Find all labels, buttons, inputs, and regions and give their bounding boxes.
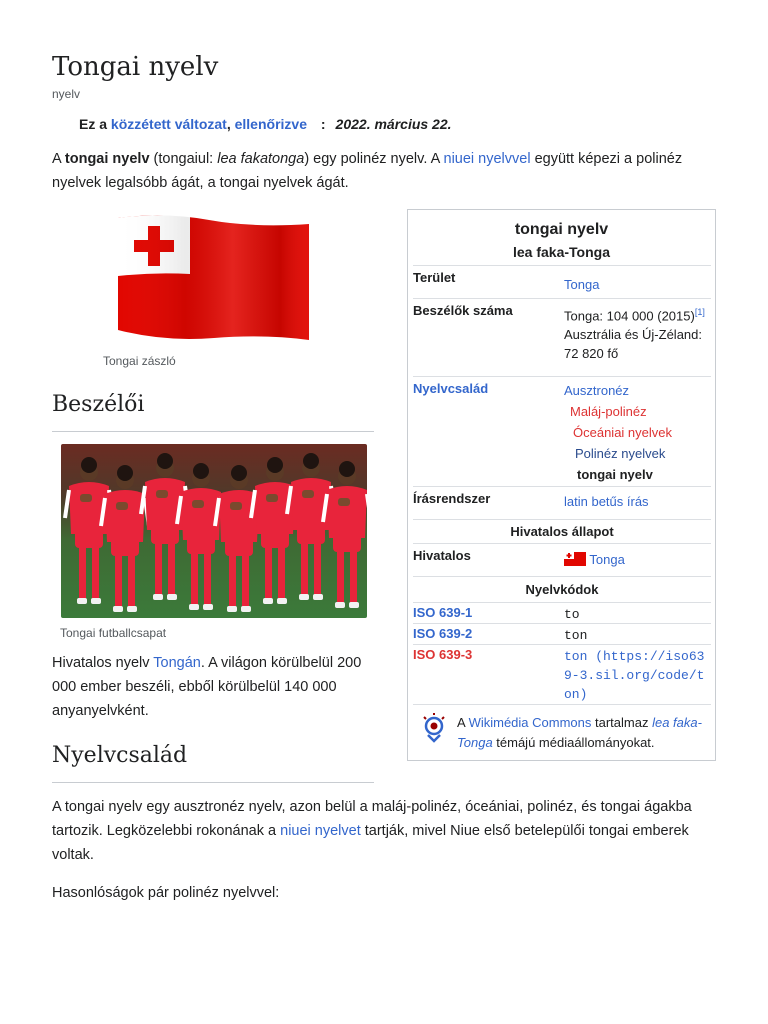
wikimedia-commons-icon[interactable] — [422, 713, 446, 743]
commons-category-link[interactable]: lea faka-Tonga — [457, 715, 702, 750]
infobox-row-official — [413, 543, 711, 577]
infobox-row-speakers — [413, 298, 711, 377]
script-label: Írásrendszer — [413, 491, 491, 506]
heading-rule — [52, 431, 374, 432]
intro-italic: lea fakatonga — [217, 151, 305, 167]
infobox-row-iso1 — [413, 602, 711, 624]
iso2-label-link[interactable]: ISO 639-2 — [413, 626, 473, 641]
revision-colon: : — [320, 116, 326, 132]
published-version-link[interactable]: közzétett változat — [110, 116, 227, 132]
reference-link[interactable]: [1] — [694, 307, 705, 317]
commons-text-part: témájú médiaállományokat. — [492, 735, 655, 750]
revision-date: 2022. március 22. — [335, 116, 452, 132]
revision-notice — [79, 116, 452, 132]
tonga-link[interactable]: Tongán — [153, 655, 201, 671]
speakers-value — [564, 303, 714, 363]
flag-caption: Tongai zászló — [103, 354, 176, 368]
intro-text: A — [52, 151, 65, 167]
speakers-text: . A világon körülbelül 200 000 ember beszéli, ebből körülbelül 140 000 anyanyelvként. — [52, 655, 362, 719]
family-text: A tongai nyelv egy ausztronéz nyelv, azon belül a maláj-polinéz, óceániai, polinéz, és tongai ágakba tartozik. Legközelebbi rokonának a — [52, 799, 692, 839]
family-tree-item[interactable]: Maláj-polinéz — [570, 404, 647, 419]
section-heading-speakers: Beszélői — [52, 392, 145, 417]
intro-text: együtt képezi a polinéz nyelvek legalsóbb ágát, a tongai nyelvek ágát. — [52, 151, 683, 191]
iso3-label-link[interactable]: ISO 639-3 — [413, 647, 473, 662]
family-tree-item[interactable]: Óceániai nyelvek — [573, 425, 672, 440]
infobox-row-iso3 — [413, 644, 711, 705]
infobox — [407, 209, 716, 761]
speakers-text: Hivatalos nyelv — [52, 655, 154, 671]
intro-text: ) egy polinéz nyelv. A — [304, 151, 444, 167]
family-paragraph — [52, 795, 732, 867]
iso1-label-link[interactable]: ISO 639-1 — [413, 605, 473, 620]
page-subtitle: nyelv — [52, 87, 81, 101]
niuei-link[interactable]: niuei nyelvvel — [443, 151, 531, 167]
family-tree-item-current: tongai nyelv — [577, 467, 653, 482]
script-link[interactable]: latin betűs írás — [564, 494, 649, 509]
family-label-link[interactable]: Nyelvcsalád — [413, 381, 489, 396]
similarities-text: Hasonlóságok pár polinéz nyelvvel: — [52, 885, 280, 901]
photo-caption: Tongai futballcsapat — [60, 626, 167, 640]
commons-text-part: tartalmaz — [591, 715, 653, 730]
section-heading-family: Nyelvcsalád — [52, 743, 188, 768]
area-link[interactable]: Tonga — [564, 277, 600, 292]
speakers-count-2: Ausztrália és Új-Zéland: 72 820 fő — [564, 327, 702, 362]
tonga-flag-image[interactable] — [104, 212, 314, 351]
heading-rule — [52, 782, 374, 783]
commons-row — [413, 704, 711, 759]
iso2-value: ton — [564, 628, 588, 643]
intro-text: (tongaiul: — [149, 151, 218, 167]
language-codes-header: Nyelvkódok — [413, 576, 711, 603]
official-label: Hivatalos — [413, 548, 471, 563]
speakers-label: Beszélők száma — [413, 303, 513, 318]
family-tree — [564, 380, 714, 485]
iso1-value: to — [564, 607, 580, 622]
commons-link[interactable]: Wikimédia Commons — [468, 715, 592, 730]
commons-text-part: A — [457, 715, 469, 730]
intro-paragraph — [52, 147, 722, 195]
intro-bold: tongai nyelv — [64, 151, 150, 167]
tonga-flag-icon — [564, 552, 586, 566]
team-photo[interactable] — [61, 444, 367, 618]
speakers-paragraph — [52, 651, 370, 723]
revision-prefix: Ez a — [79, 116, 108, 132]
iso3-value-link[interactable]: ton (https://iso639-3.sil.org/code/ton) — [564, 649, 705, 702]
infobox-native-name: lea faka-Tonga — [513, 244, 610, 260]
area-label: Terület — [413, 270, 456, 285]
official-status-header: Hivatalos állapot — [413, 519, 711, 544]
revision-comma: , — [226, 116, 231, 132]
commons-text — [457, 713, 709, 753]
checked-link[interactable]: ellenőrizve — [234, 116, 307, 132]
infobox-row-script — [413, 486, 711, 520]
infobox-row-iso2 — [413, 623, 711, 645]
infobox-row-area — [413, 265, 711, 299]
infobox-title: tongai nyelv — [514, 221, 609, 238]
speakers-count: Tonga: 104 000 (2015) — [564, 308, 695, 324]
infobox-row-family — [413, 376, 711, 487]
official-tonga-link[interactable]: Tonga — [589, 552, 625, 567]
page-title: Tongai nyelv — [52, 52, 219, 82]
family-tree-item[interactable]: Polinéz nyelvek — [575, 446, 666, 461]
official-value — [564, 550, 714, 569]
family-text: tartják, mivel Niue első betelepülői tongai emberek voltak. — [52, 823, 689, 863]
family-tree-item[interactable]: Ausztronéz — [564, 383, 630, 398]
niuei-link-2[interactable]: niuei nyelvet — [280, 823, 361, 839]
